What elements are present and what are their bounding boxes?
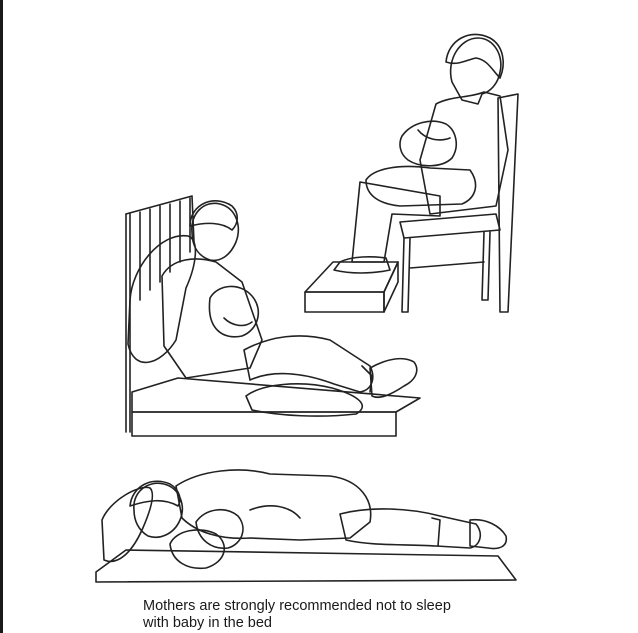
mattress	[96, 550, 516, 582]
figure-caption	[143, 598, 563, 632]
footstool	[305, 262, 398, 312]
bed-frame	[126, 196, 420, 436]
caption-line-2: with baby in the bed	[143, 615, 272, 631]
chair	[400, 94, 518, 312]
sitting-chair-scene	[305, 34, 518, 312]
side-pillows	[102, 487, 224, 568]
bed-reclining-scene	[126, 196, 420, 436]
reclining-mother	[162, 201, 417, 397]
side-lying-scene	[96, 470, 516, 582]
side-lying-mother	[130, 470, 506, 549]
caption-line-1: Mothers are strongly recommended not to sleep	[143, 598, 451, 614]
